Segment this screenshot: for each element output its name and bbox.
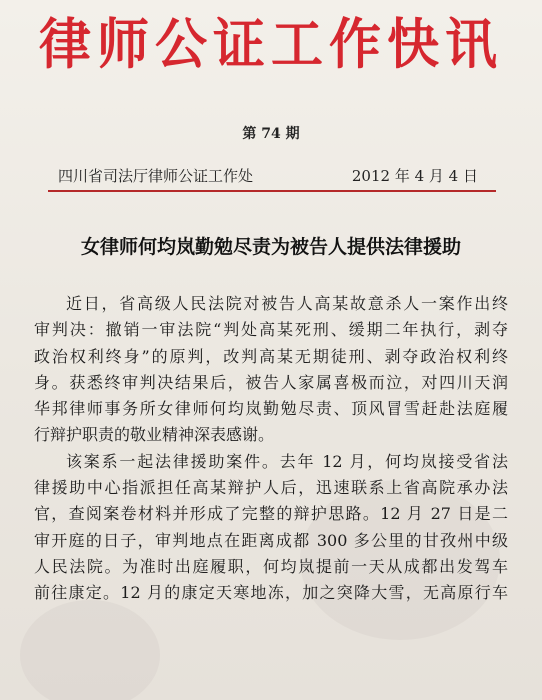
issuer-name: 四川省司法厅律师公证工作处 <box>58 167 254 185</box>
body-line: 律援助中心指派担任高某辩护人后，迅速联系上省高院承办法 <box>34 478 508 498</box>
article-headline: 女律师何均岚勤勉尽责为被告人提供法律援助 <box>80 236 461 258</box>
body-line: 该案系一起法律援助案件。去年 12 月，何均岚接受省法 <box>66 451 508 471</box>
paragraph-1 <box>34 291 508 449</box>
paragraph-2 <box>34 449 508 607</box>
body-line: 人民法院。为准时出庭履职，何均岚提前一天从成都出发驾车 <box>34 556 508 576</box>
body-line: 近日，省高级人民法院对被告人高某故意杀人一案作出终 <box>66 294 508 313</box>
masthead-title: 律师公证工作快讯 <box>38 13 503 77</box>
issue-number: 第 74 期 <box>242 126 300 142</box>
issuer-row <box>48 165 496 187</box>
header-divider <box>48 190 496 192</box>
body-line: 官，查阅案卷材料并形成了完整的辩护思路。12 月 27 日是二 <box>34 504 508 524</box>
body-line: 行辩护职责的敬业精神深表感谢。 <box>34 425 275 445</box>
issue-date: 2012 年 4 月 4 日 <box>351 167 478 185</box>
body-line: 审判决：撤销一审法院“判处高某死刑、缓期二年执行，剥夺 <box>34 320 508 340</box>
article-body <box>34 291 508 607</box>
body-line: 华邦律师事务所女律师何均岚勤勉尽责、顶风冒雪赶赴法庭履 <box>34 399 508 419</box>
body-line: 审开庭的日子，审判地点在距离成都 300 多公里的甘孜州中级 <box>34 530 508 550</box>
body-line: 政治权利终身”的原判，改判高某无期徒刑、剥夺政治权利终 <box>34 346 508 366</box>
paper-stain <box>20 600 160 700</box>
body-line: 前往康定。12 月的康定天寒地冻，加之突降大雪，无高原行车 <box>34 583 508 603</box>
body-line: 身。获悉终审判决结果后，被告人家属喜极而泣，对四川天润 <box>34 372 508 392</box>
